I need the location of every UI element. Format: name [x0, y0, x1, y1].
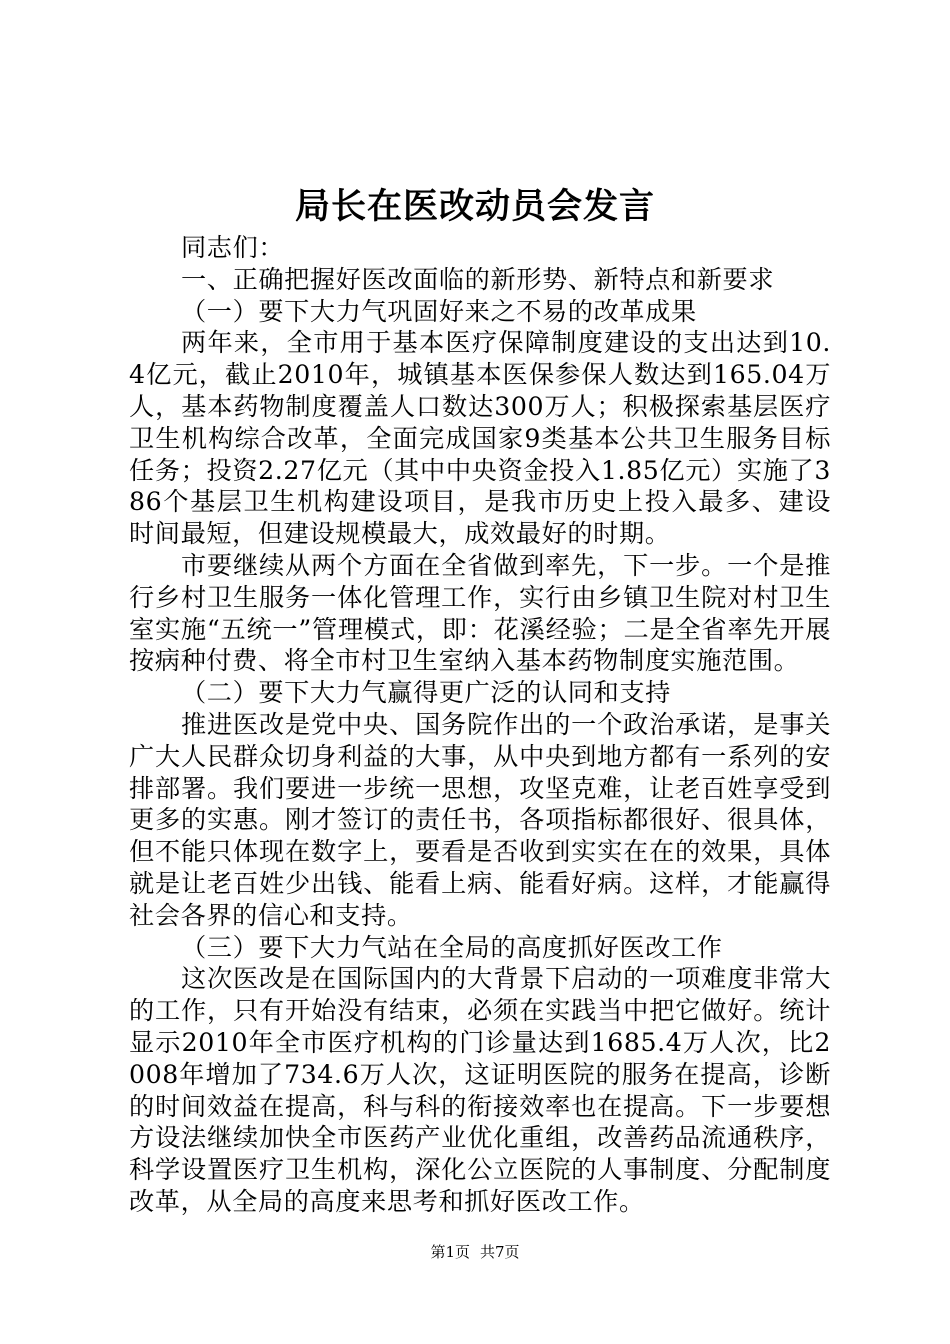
body-paragraph: 市要继续从两个方面在全省做到率先，下一步。一个是推行乡村卫生服务一体化管理工作，实行由乡镇卫生院对村卫生室实施“五统一”管理模式，即：花溪经验；二是全省率先开展按病种付费、将全市村卫生室纳入基本药物制度实施范围。 — [129, 550, 831, 676]
document-title: 局长在医改动员会发言 — [294, 187, 655, 227]
document-body — [129, 232, 831, 1218]
body-paragraph: 这次医改是在国际国内的大背景下启动的一项难度非常大的工作，只有开始没有结束，必须在实践当中把它做好。统计显示2010年全市医疗机构的门诊量达到1685.4万人次，比2008年增加了734.6万人次，这证明医院的服务在提高，诊断的时间效益在提高，科与科的衔接效率也在提高。下一步要想方设法继续加快全市医药产业优化重组，改善药品流通秩序，科学设置医疗卫生机构，深化公立医院的人事制度、分配制度改革，从全局的高度来思考和抓好医改工作。 — [129, 964, 831, 1216]
page-total: 共7页 — [480, 1243, 520, 1261]
body-paragraph: 推进医改是党中央、国务院作出的一个政治承诺，是事关广大人民群众切身利益的大事，从中央到地方都有一系列的安排部署。我们要进一步统一思想，攻坚克难，让老百姓享受到更多的实惠。刚才签订的责任书，各项指标都很好、很具体，但不能只体现在数字上，要看是否收到实实在在的效果，具体就是让老百姓少出钱、能看上病、能看好病。这样，才能赢得社会各界的信心和支持。 — [129, 709, 831, 930]
page-footer — [0, 1242, 950, 1262]
page-number: 第1页 — [430, 1243, 470, 1261]
subsection-heading-2: （二）要下大力气赢得更广泛的认同和支持 — [181, 678, 671, 708]
salutation: 同志们： — [181, 233, 285, 262]
section-heading-1: 一、正确把握好医改面临的新形势、新特点和新要求 — [181, 264, 775, 294]
subsection-heading-1: （一）要下大力气巩固好来之不易的改革成果 — [181, 296, 697, 326]
subsection-heading-3: （三）要下大力气站在全局的高度抓好医改工作 — [181, 932, 723, 962]
body-paragraph: 两年来，全市用于基本医疗保障制度建设的支出达到10.4亿元，截止2010年，城镇基本医保参保人数达到165.04万人，基本药物制度覆盖人口数达300万人；积极探索基层医疗卫生机构综合改革，全面完成国家9类基本公共卫生服务目标任务；投资2.27亿元（其中中央资金投入1.85亿元）实施了386个基层卫生机构建设项目，是我市历史上投入最多、建设时间最短，但建设规模最大，成效最好的时期。 — [129, 328, 831, 549]
